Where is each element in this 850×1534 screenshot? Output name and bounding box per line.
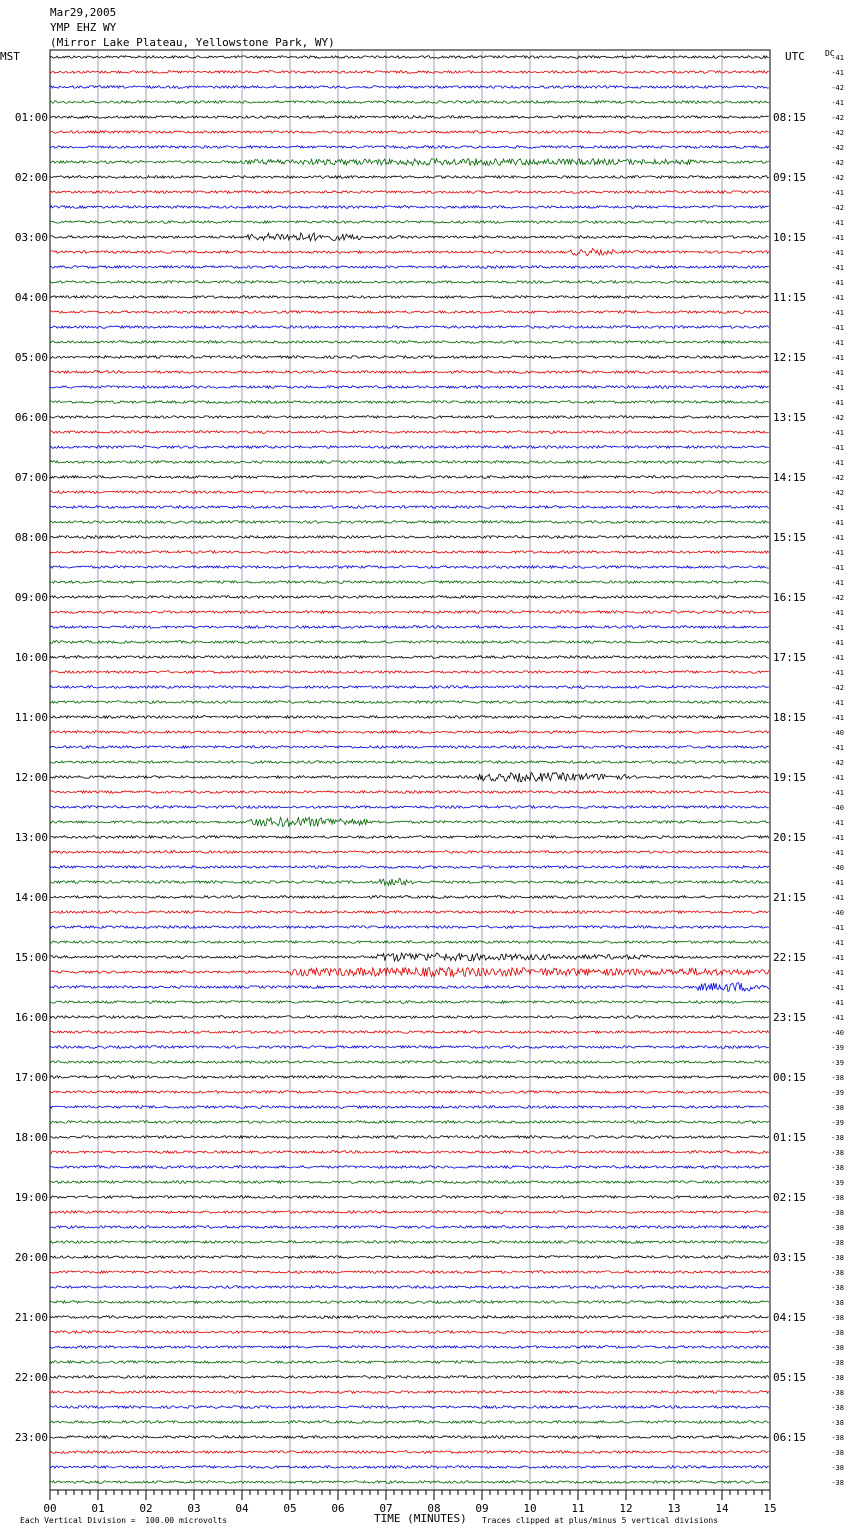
trace-row (50, 266, 769, 269)
right-hour-label: 04:15 (773, 1311, 807, 1324)
dc-offset-label: -41 (831, 189, 844, 197)
right-hour-label: 20:15 (773, 831, 807, 844)
trace-row (50, 1271, 769, 1274)
trace-row (50, 1436, 769, 1439)
dc-offset-label: -42 (831, 84, 844, 92)
x-tick-label: 07 (379, 1502, 393, 1515)
x-tick-label: 13 (667, 1502, 681, 1515)
dc-offset-label: -41 (831, 1014, 844, 1022)
trace-row (50, 461, 769, 464)
trace-row (50, 296, 769, 299)
dc-offset-label: -41 (831, 714, 844, 722)
dc-offset-label: -41 (831, 654, 844, 662)
dc-offset-label: -42 (831, 474, 844, 482)
left-hour-label: 12:00 (14, 771, 48, 784)
trace-row (50, 1016, 769, 1019)
dc-offset-label: -39 (831, 1089, 844, 1097)
dc-offset-label: -41 (831, 579, 844, 587)
dc-offset-label: -41 (831, 624, 844, 632)
right-hour-label: 19:15 (773, 771, 807, 784)
dc-offset-label: -41 (831, 384, 844, 392)
dc-offset-label: -42 (831, 759, 844, 767)
dc-offset-label: -42 (831, 204, 844, 212)
trace-row (50, 386, 769, 389)
trace-row (50, 491, 769, 494)
dc-offset-label: -38 (831, 1464, 844, 1472)
chart-date: Mar29,2005 (50, 6, 117, 19)
left-hour-label: 21:00 (14, 1311, 48, 1324)
dc-offset-label: -38 (831, 1479, 844, 1487)
right-hour-label: 00:15 (773, 1071, 807, 1084)
dc-offset-label: -38 (831, 1149, 844, 1157)
dc-offset-label: -41 (831, 894, 844, 902)
dc-offset-label: -41 (831, 279, 844, 287)
trace-row (50, 1196, 769, 1199)
chart-station: YMP EHZ WY (50, 21, 117, 34)
dc-offset-label: -38 (831, 1284, 844, 1292)
x-tick-label: 02 (139, 1502, 153, 1515)
dc-offset-label: -41 (831, 99, 844, 107)
dc-offset-label: -41 (831, 354, 844, 362)
trace-row (50, 356, 769, 359)
dc-offset-label: -38 (831, 1269, 844, 1277)
trace-row (50, 1481, 769, 1484)
trace-row (50, 1211, 769, 1214)
trace-row (50, 611, 769, 614)
trace-row (50, 941, 769, 944)
dc-offset-label: -38 (831, 1434, 844, 1442)
dc-offset-label: -42 (831, 159, 844, 167)
dc-offset-label: -38 (831, 1329, 844, 1337)
dc-offset-label: -41 (831, 249, 844, 257)
left-hour-label: 05:00 (14, 351, 48, 364)
dc-offset-label: -41 (831, 969, 844, 977)
trace-row (50, 158, 769, 165)
trace-row (50, 911, 769, 914)
trace-row (50, 221, 769, 224)
trace-row (50, 1001, 769, 1004)
dc-offset-label: -41 (831, 669, 844, 677)
dc-offset-label: -41 (831, 834, 844, 842)
trace-row (50, 416, 769, 419)
x-tick-label: 09 (475, 1502, 489, 1515)
left-hour-label: 03:00 (14, 231, 48, 244)
left-hour-label: 11:00 (14, 711, 48, 724)
trace-row (50, 896, 769, 899)
trace-row (50, 851, 769, 854)
dc-offset-label: -41 (831, 924, 844, 932)
dc-offset-label: -38 (831, 1134, 844, 1142)
right-hour-label: 12:15 (773, 351, 807, 364)
dc-offset-label: -41 (831, 789, 844, 797)
dc-offset-label: -41 (831, 54, 844, 62)
left-hour-label: 10:00 (14, 651, 48, 664)
trace-row (50, 1091, 769, 1094)
trace-row (50, 983, 769, 992)
dc-offset-label: -41 (831, 504, 844, 512)
trace-row (50, 341, 769, 344)
chart-location: (Mirror Lake Plateau, Yellowstone Park, WY) (50, 36, 335, 49)
scale-note: Each Vertical Division = 100.00 microvolts (20, 1516, 228, 1525)
left-hour-label: 22:00 (14, 1371, 48, 1384)
dc-offset-label: -41 (831, 339, 844, 347)
trace-row (50, 326, 769, 329)
right-hour-label: 22:15 (773, 951, 807, 964)
right-hour-label: 01:15 (773, 1131, 807, 1144)
dc-offset-label: -41 (831, 774, 844, 782)
dc-offset-label: -40 (831, 804, 844, 812)
trace-row (50, 101, 769, 104)
trace-row (50, 206, 769, 209)
dc-offset-label: -42 (831, 174, 844, 182)
dc-offset-label: -38 (831, 1224, 844, 1232)
trace-row (50, 626, 769, 629)
dc-offset-label: -41 (831, 309, 844, 317)
trace-row (50, 671, 769, 674)
trace-row (50, 1406, 769, 1409)
x-tick-label: 12 (619, 1502, 633, 1515)
dc-offset-label: -38 (831, 1314, 844, 1322)
right-hour-label: 18:15 (773, 711, 807, 724)
left-hour-label: 20:00 (14, 1251, 48, 1264)
dc-offset-label: -41 (831, 954, 844, 962)
trace-row (50, 1361, 769, 1364)
dc-offset-label: -41 (831, 534, 844, 542)
right-timezone-label: UTC (785, 50, 805, 63)
left-hour-label: 09:00 (14, 591, 48, 604)
trace-row (50, 116, 769, 119)
trace-row (50, 1421, 769, 1424)
trace-row (50, 521, 769, 524)
clip-note: Traces clipped at plus/minus 5 vertical divisions (482, 1516, 719, 1525)
left-timezone-label: MST (0, 50, 20, 63)
dc-offset-label: -42 (831, 129, 844, 137)
right-hour-label: 15:15 (773, 531, 807, 544)
dc-offset-label: -38 (831, 1419, 844, 1427)
trace-row (50, 1241, 769, 1244)
trace-row (50, 71, 769, 74)
trace-row (50, 1076, 769, 1079)
right-hour-label: 16:15 (773, 591, 807, 604)
trace-row (50, 967, 769, 976)
trace-row (50, 176, 769, 179)
trace-row (50, 401, 769, 404)
dc-offset-label: -41 (831, 69, 844, 77)
right-hour-label: 05:15 (773, 1371, 807, 1384)
trace-row (50, 566, 769, 569)
trace-row (50, 761, 769, 764)
left-hour-label: 06:00 (14, 411, 48, 424)
trace-row (50, 1136, 769, 1139)
trace-row (50, 641, 769, 644)
dc-offset-label: -38 (831, 1194, 844, 1202)
dc-offset-label: -41 (831, 639, 844, 647)
left-hour-label: 02:00 (14, 171, 48, 184)
dc-offset-label: -41 (831, 369, 844, 377)
right-hour-label: 11:15 (773, 291, 807, 304)
dc-offset-label: -41 (831, 399, 844, 407)
dc-offset-label: -38 (831, 1299, 844, 1307)
trace-row (50, 1286, 769, 1289)
dc-offset-label: -38 (831, 1389, 844, 1397)
left-hour-label: 23:00 (14, 1431, 48, 1444)
dc-offset-label: -38 (831, 1404, 844, 1412)
trace-row (50, 476, 769, 479)
dc-label: DC (825, 49, 835, 58)
dc-offset-label: -42 (831, 114, 844, 122)
trace-row (50, 249, 769, 256)
trace-row (50, 1466, 769, 1469)
trace-row (50, 233, 769, 241)
trace-row (50, 146, 769, 149)
trace-row (50, 1031, 769, 1034)
trace-row (50, 953, 769, 961)
trace-row (50, 1046, 769, 1049)
dc-offset-label: -42 (831, 489, 844, 497)
trace-row (50, 1346, 769, 1349)
x-tick-label: 03 (187, 1502, 201, 1515)
dc-offset-label: -38 (831, 1164, 844, 1172)
dc-offset-label: -41 (831, 219, 844, 227)
trace-row (50, 731, 769, 734)
left-hour-label: 07:00 (14, 471, 48, 484)
dc-offset-label: -40 (831, 1029, 844, 1037)
trace-row (50, 1166, 769, 1169)
trace-row (50, 926, 769, 929)
x-tick-label: 08 (427, 1502, 441, 1515)
x-tick-label: 04 (235, 1502, 249, 1515)
dc-offset-label: -41 (831, 519, 844, 527)
trace-row (50, 866, 769, 869)
right-hour-label: 14:15 (773, 471, 807, 484)
dc-offset-label: -42 (831, 594, 844, 602)
left-hour-label: 19:00 (14, 1191, 48, 1204)
left-hour-label: 04:00 (14, 291, 48, 304)
trace-row (50, 1301, 769, 1304)
x-tick-label: 06 (331, 1502, 345, 1515)
trace-row (50, 791, 769, 794)
dc-offset-label: -41 (831, 819, 844, 827)
dc-offset-label: -41 (831, 324, 844, 332)
left-hour-label: 15:00 (14, 951, 48, 964)
dc-offset-label: -38 (831, 1104, 844, 1112)
left-hour-label: 17:00 (14, 1071, 48, 1084)
dc-offset-label: -39 (831, 1179, 844, 1187)
dc-offset-label: -38 (831, 1344, 844, 1352)
trace-row (50, 596, 769, 599)
dc-offset-label: -40 (831, 909, 844, 917)
right-hour-label: 06:15 (773, 1431, 807, 1444)
dc-offset-label: -41 (831, 984, 844, 992)
dc-offset-label: -38 (831, 1374, 844, 1382)
trace-row (50, 701, 769, 704)
trace-row (50, 536, 769, 539)
dc-offset-label: -38 (831, 1239, 844, 1247)
trace-row (50, 1376, 769, 1379)
trace-row (50, 1331, 769, 1334)
x-axis-title: TIME (MINUTES) (374, 1512, 467, 1525)
trace-row (50, 431, 769, 434)
x-tick-label: 05 (283, 1502, 297, 1515)
x-tick-label: 00 (43, 1502, 57, 1515)
trace-row (50, 716, 769, 719)
dc-offset-label: -41 (831, 459, 844, 467)
right-hour-label: 23:15 (773, 1011, 807, 1024)
dc-offset-label: -38 (831, 1254, 844, 1262)
dc-offset-label: -41 (831, 549, 844, 557)
trace-row (50, 1106, 769, 1109)
trace-row (50, 131, 769, 134)
dc-offset-label: -40 (831, 729, 844, 737)
dc-offset-label: -41 (831, 609, 844, 617)
trace-row (50, 879, 769, 886)
trace-row (50, 772, 769, 781)
dc-offset-label: -42 (831, 684, 844, 692)
right-hour-label: 03:15 (773, 1251, 807, 1264)
trace-row (50, 1316, 769, 1319)
trace-row (50, 86, 769, 89)
trace-row (50, 1181, 769, 1184)
x-tick-label: 01 (91, 1502, 105, 1515)
x-tick-label: 14 (715, 1502, 729, 1515)
trace-row (50, 1061, 769, 1064)
left-hour-label: 13:00 (14, 831, 48, 844)
dc-offset-label: -41 (831, 264, 844, 272)
left-hour-label: 18:00 (14, 1131, 48, 1144)
trace-row (50, 551, 769, 554)
dc-offset-label: -38 (831, 1074, 844, 1082)
right-hour-label: 10:15 (773, 231, 807, 244)
trace-row (50, 746, 769, 749)
trace-row (50, 656, 769, 659)
trace-row (50, 817, 769, 827)
dc-offset-label: -41 (831, 744, 844, 752)
left-hour-label: 01:00 (14, 111, 48, 124)
dc-offset-label: -40 (831, 864, 844, 872)
trace-row (50, 191, 769, 194)
plot-frame (50, 50, 770, 1490)
left-hour-label: 16:00 (14, 1011, 48, 1024)
trace-row (50, 506, 769, 509)
trace-row (50, 56, 769, 59)
right-hour-label: 13:15 (773, 411, 807, 424)
dc-offset-label: -41 (831, 999, 844, 1007)
trace-row (50, 1451, 769, 1454)
dc-offset-label: -39 (831, 1119, 844, 1127)
dc-offset-label: -41 (831, 879, 844, 887)
x-tick-label: 15 (763, 1502, 777, 1515)
dc-offset-label: -42 (831, 144, 844, 152)
dc-offset-label: -41 (831, 234, 844, 242)
dc-offset-label: -41 (831, 429, 844, 437)
trace-row (50, 371, 769, 374)
right-hour-label: 17:15 (773, 651, 807, 664)
dc-offset-label: -38 (831, 1449, 844, 1457)
trace-row (50, 581, 769, 584)
dc-offset-label: -41 (831, 564, 844, 572)
trace-row (50, 686, 769, 689)
trace-row (50, 806, 769, 809)
left-hour-label: 14:00 (14, 891, 48, 904)
x-tick-label: 10 (523, 1502, 537, 1515)
dc-offset-label: -41 (831, 939, 844, 947)
dc-offset-label: -39 (831, 1059, 844, 1067)
right-hour-label: 21:15 (773, 891, 807, 904)
right-hour-label: 02:15 (773, 1191, 807, 1204)
right-hour-label: 09:15 (773, 171, 807, 184)
dc-offset-label: -38 (831, 1359, 844, 1367)
left-hour-label: 08:00 (14, 531, 48, 544)
x-tick-label: 11 (571, 1502, 585, 1515)
trace-row (50, 1121, 769, 1124)
dc-offset-label: -38 (831, 1209, 844, 1217)
trace-row (50, 1391, 769, 1394)
trace-row (50, 836, 769, 839)
right-hour-label: 08:15 (773, 111, 807, 124)
trace-row (50, 281, 769, 284)
dc-offset-label: -41 (831, 294, 844, 302)
trace-row (50, 311, 769, 314)
dc-offset-label: -39 (831, 1044, 844, 1052)
trace-row (50, 1226, 769, 1229)
dc-offset-label: -41 (831, 849, 844, 857)
dc-offset-label: -41 (831, 699, 844, 707)
trace-row (50, 1256, 769, 1259)
trace-row (50, 1151, 769, 1154)
dc-offset-label: -42 (831, 414, 844, 422)
dc-offset-label: -41 (831, 444, 844, 452)
trace-row (50, 446, 769, 449)
